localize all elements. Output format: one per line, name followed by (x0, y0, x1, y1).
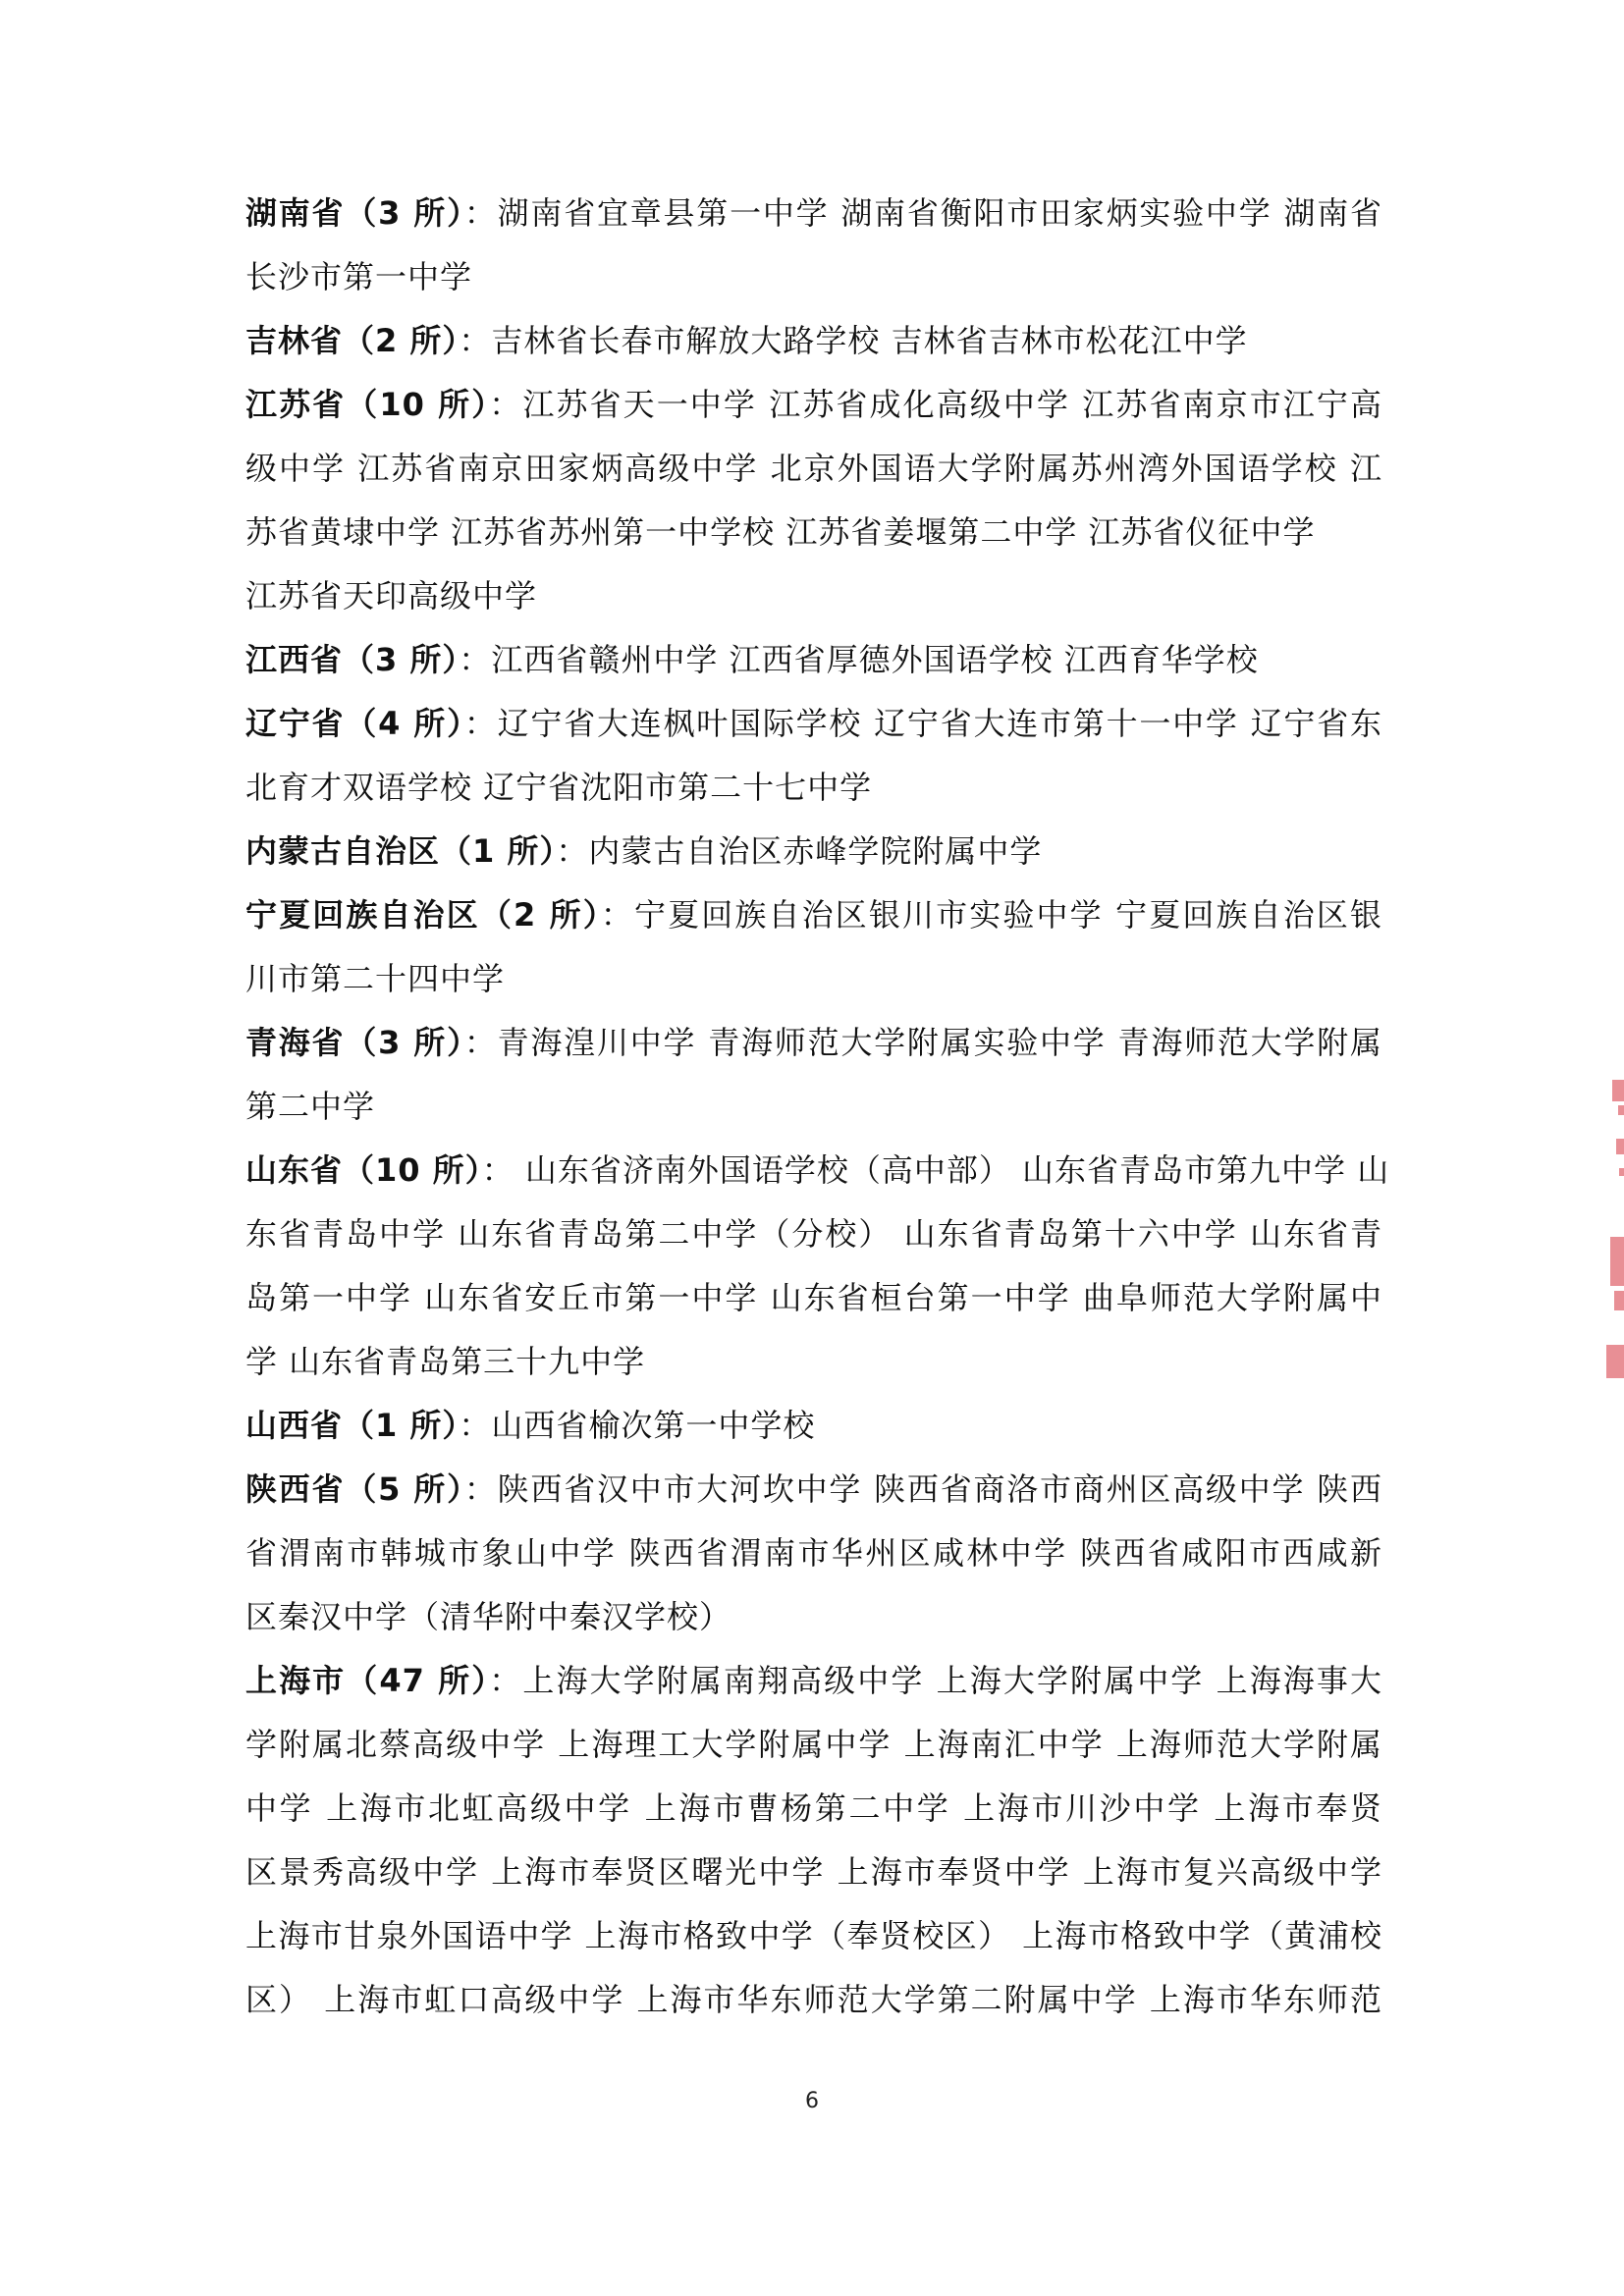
province-label: 陕西省（5 所） (245, 1470, 464, 1508)
school-names: 中学 上海市北虹高级中学 上海市曹杨第二中学 上海市川沙中学 上海市奉贤 (245, 1789, 1382, 1827)
school-names: ：山西省榆次第一中学校 (459, 1407, 816, 1444)
province-label: 辽宁省（4 所） (245, 705, 464, 742)
school-names: 东省青岛中学 山东省青岛第二中学（分校） 山东省青岛第十六中学 山东省青 (245, 1215, 1382, 1253)
text-line (245, 182, 1382, 245)
school-names: 川市第二十四中学 (245, 960, 506, 997)
school-names: ：吉林省长春市解放大路学校 吉林省吉林市松花江中学 (459, 322, 1248, 359)
text-line (245, 1904, 1382, 1968)
school-names: 上海市甘泉外国语中学 上海市格致中学（奉贤校区） 上海市格致中学（黄浦校 (245, 1917, 1382, 1954)
text-line (245, 1841, 1382, 1904)
text-line (245, 628, 1382, 692)
province-label: 江苏省（10 所） (245, 386, 490, 423)
school-names: 区秦汉中学（清华附中秦汉学校） (245, 1598, 732, 1635)
text-line (245, 1968, 1382, 2032)
text-line (245, 437, 1382, 501)
school-names: ：江苏省天一中学 江苏省成化高级中学 江苏省南京市江宁高 (489, 386, 1382, 423)
school-names: ：青海湟川中学 青海师范大学附属实验中学 青海师范大学附属 (463, 1024, 1382, 1061)
text-line (245, 373, 1382, 437)
school-names: 学 山东省青岛第三十九中学 (245, 1343, 646, 1380)
page-number: 6 (805, 2089, 819, 2113)
school-names: 级中学 江苏省南京田家炳高级中学 北京外国语大学附属苏州湾外国语学校 江 (245, 450, 1382, 487)
text-line (245, 1649, 1382, 1713)
text-line (245, 1394, 1382, 1458)
school-names: ： 山东省济南外国语学校（高中部） 山东省青岛市第九中学 山 (481, 1151, 1390, 1189)
province-label: 内蒙古自治区（1 所） (245, 832, 557, 870)
text-line (245, 1522, 1382, 1585)
school-names: 长沙市第一中学 (245, 258, 473, 295)
school-names: 江苏省天印高级中学 (245, 577, 538, 614)
school-names: ：宁夏回族自治区银川市实验中学 宁夏回族自治区银 (600, 896, 1382, 934)
school-names: 学附属北蔡高级中学 上海理工大学附属中学 上海南汇中学 上海师范大学附属 (245, 1726, 1382, 1763)
school-names: ：上海大学附属南翔高级中学 上海大学附属中学 上海海事大 (489, 1662, 1382, 1699)
text-line (245, 947, 1382, 1011)
school-names: 北育才双语学校 辽宁省沈阳市第二十七中学 (245, 769, 873, 806)
province-label: 山西省（1 所） (245, 1407, 460, 1444)
school-names: ：陕西省汉中市大河坎中学 陕西省商洛市商州区高级中学 陕西 (463, 1470, 1382, 1508)
text-line (245, 1075, 1382, 1139)
red-seal-fragment (1589, 1080, 1624, 1394)
text-line (245, 501, 1382, 564)
text-line (245, 564, 1382, 628)
school-names: ：内蒙古自治区赤峰学院附属中学 (556, 832, 1043, 870)
text-line (245, 1011, 1382, 1075)
province-label: 青海省（3 所） (245, 1024, 464, 1061)
text-line (245, 1713, 1382, 1777)
school-names: 第二中学 (245, 1088, 376, 1125)
province-label: 湖南省（3 所） (245, 194, 464, 232)
text-line (245, 1202, 1382, 1266)
school-names: 省渭南市韩城市象山中学 陕西省渭南市华州区咸林中学 陕西省咸阳市西咸新 (245, 1534, 1382, 1572)
text-line (245, 1777, 1382, 1841)
school-list (245, 182, 1390, 2032)
text-line (245, 1585, 1382, 1649)
text-line (245, 1458, 1382, 1522)
school-names: 苏省黄埭中学 江苏省苏州第一中学校 江苏省姜堰第二中学 江苏省仪征中学 (245, 513, 1316, 551)
school-names: 岛第一中学 山东省安丘市第一中学 山东省桓台第一中学 曲阜师范大学附属中 (245, 1279, 1382, 1316)
school-names: ：辽宁省大连枫叶国际学校 辽宁省大连市第十一中学 辽宁省东 (463, 705, 1382, 742)
text-line (245, 1266, 1382, 1330)
province-label: 吉林省（2 所） (245, 322, 460, 359)
school-names: ：江西省赣州中学 江西省厚德外国语学校 江西育华学校 (459, 641, 1259, 678)
text-line (245, 1330, 1382, 1394)
school-names: 区） 上海市虹口高级中学 上海市华东师范大学第二附属中学 上海市华东师范 (245, 1981, 1382, 2018)
text-line (245, 883, 1382, 947)
text-line (245, 1139, 1390, 1202)
text-line (245, 309, 1382, 373)
school-names: 区景秀高级中学 上海市奉贤区曙光中学 上海市奉贤中学 上海市复兴高级中学 (245, 1853, 1382, 1891)
text-line (245, 756, 1382, 820)
school-names: ：湖南省宜章县第一中学 湖南省衡阳市田家炳实验中学 湖南省 (463, 194, 1382, 232)
text-line (245, 692, 1382, 756)
province-label: 山东省（10 所） (245, 1151, 482, 1189)
text-line (245, 820, 1382, 883)
province-label: 江西省（3 所） (245, 641, 460, 678)
text-line (245, 245, 1382, 309)
province-label: 上海市（47 所） (245, 1662, 490, 1699)
province-label: 宁夏回族自治区（2 所） (245, 896, 601, 934)
